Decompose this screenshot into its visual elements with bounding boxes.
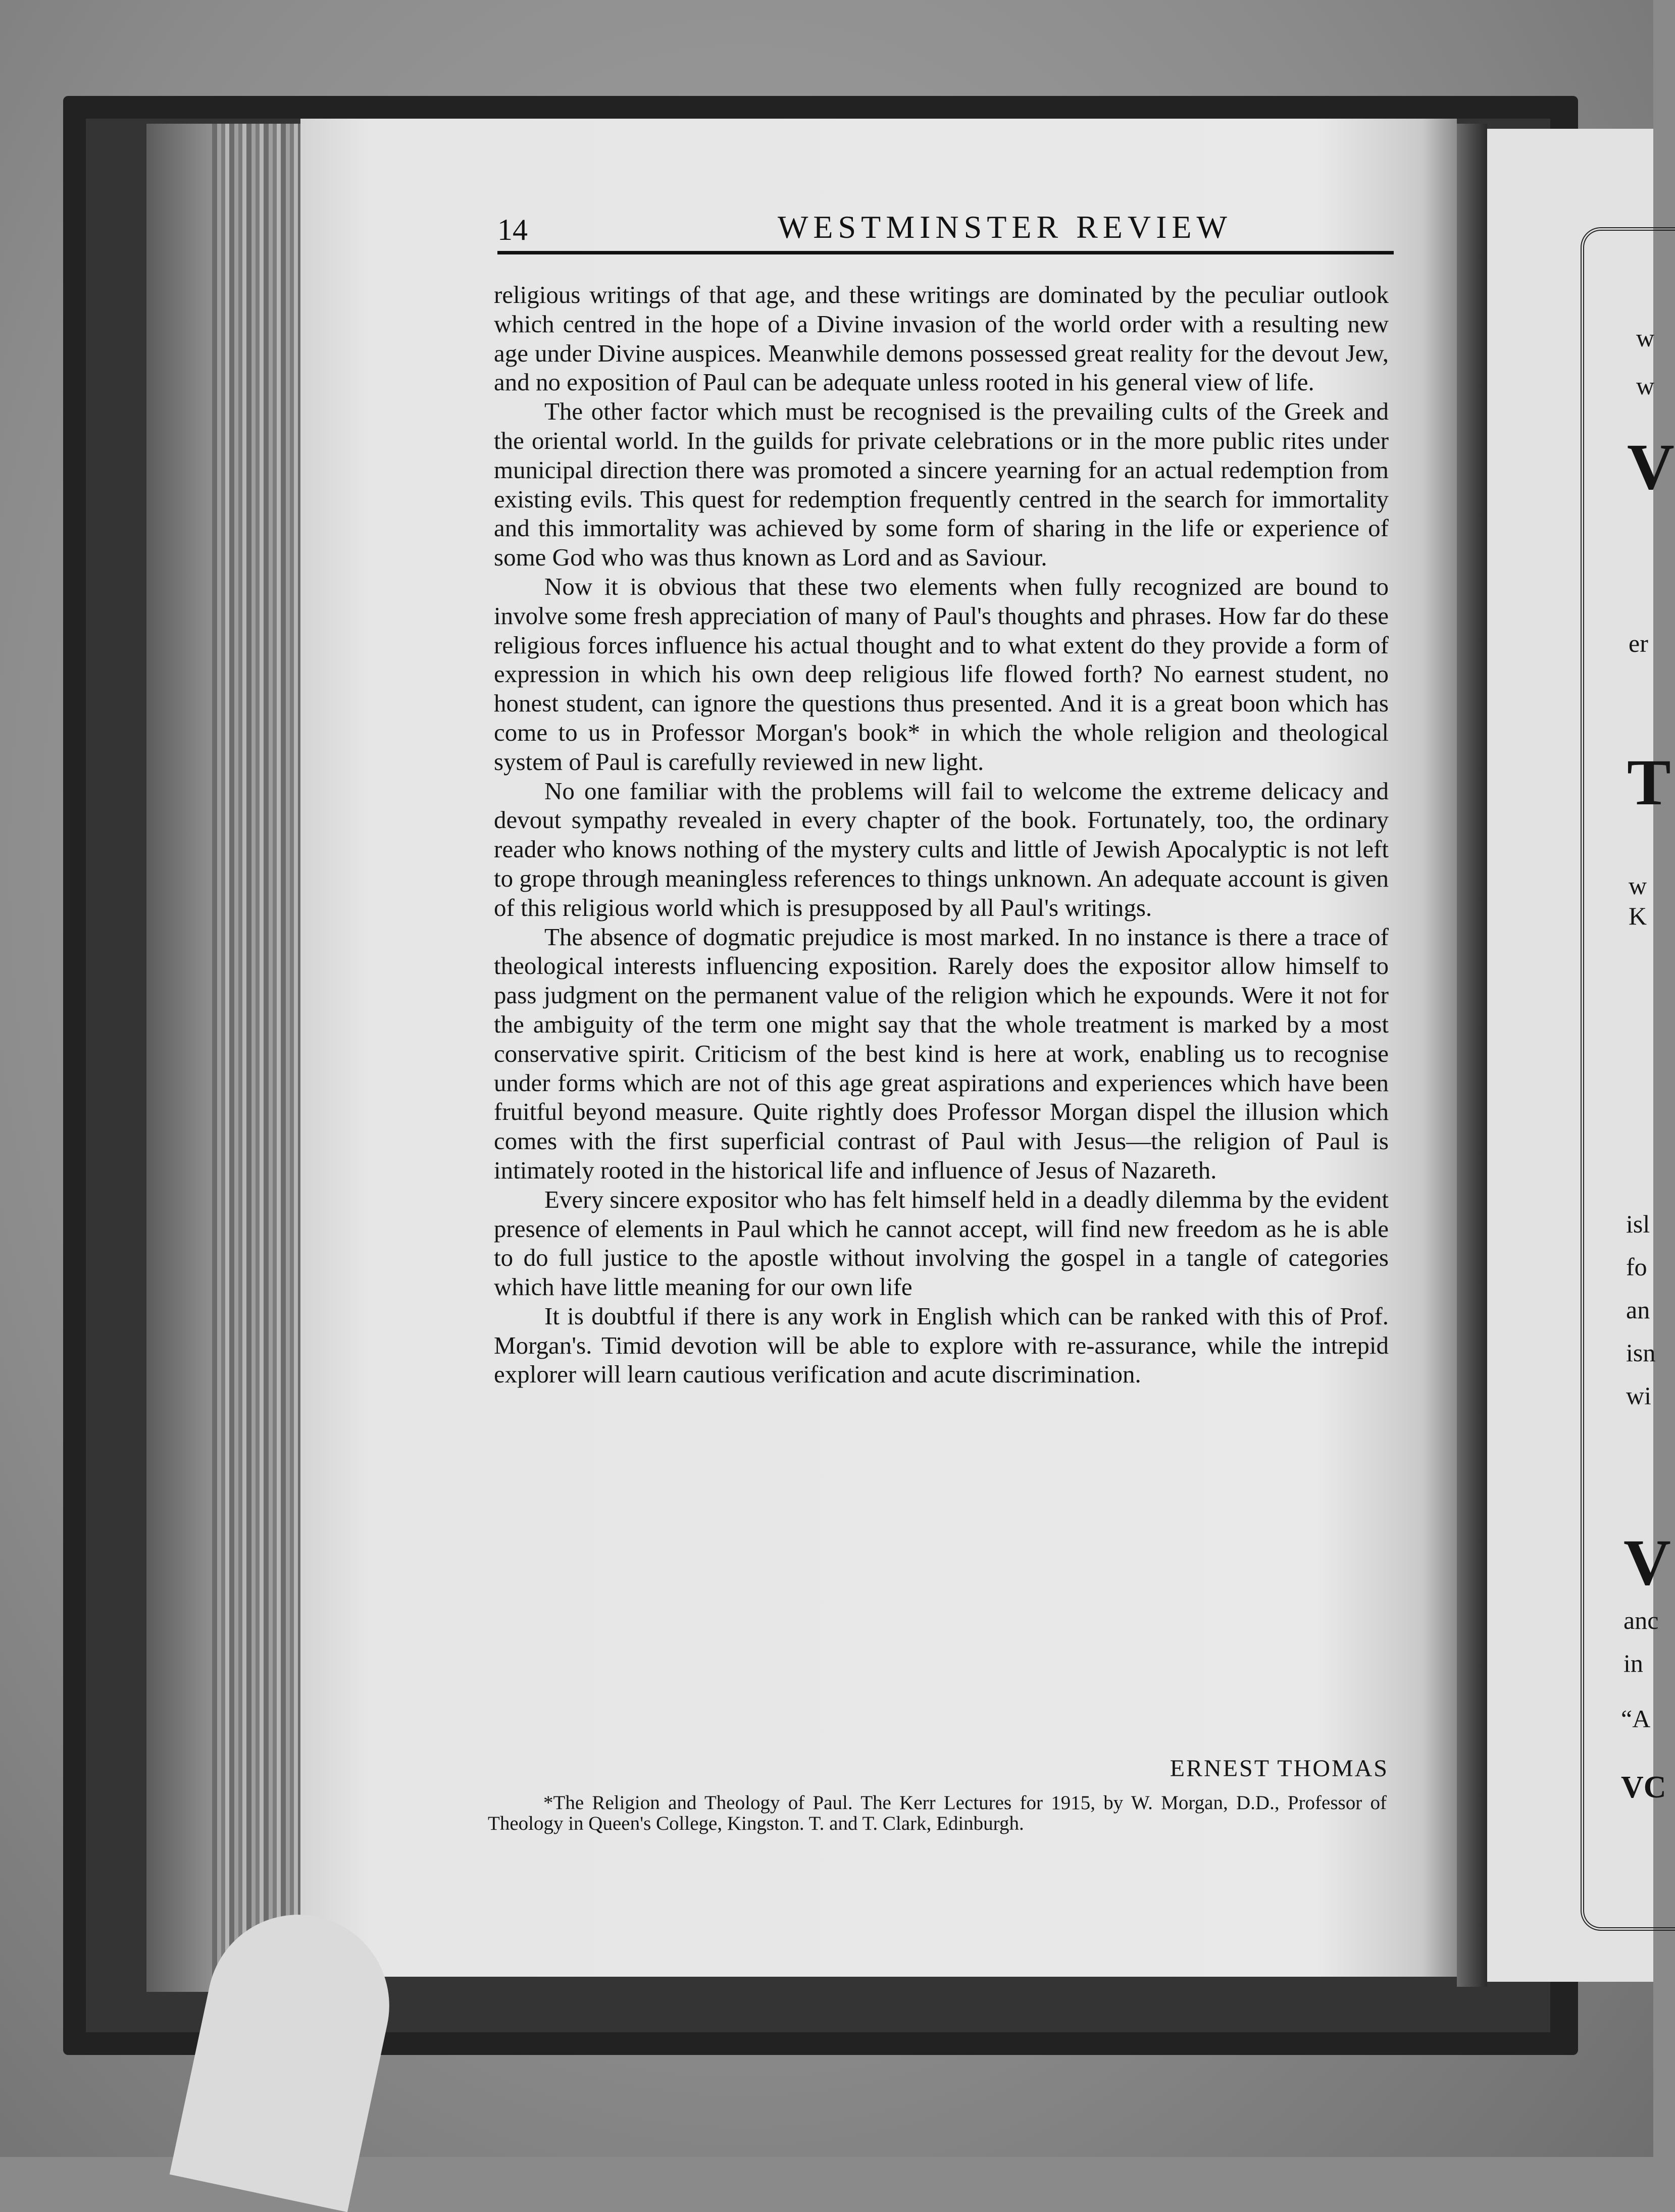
running-head: WESTMINSTER REVIEW [778,209,1232,245]
adjacent-fragment: wi [1626,1381,1651,1410]
paragraph-1: religious writings of that age, and these writings are dominated by the peculiar outlook which centred in the hope of a Divine invasion of the world order with a resulting new age under Divine auspices. Meanwhile demons possessed great reality for the devout Jew, and no exposition of Paul can be adequate unless rooted in his general view of life. [494,281,1389,396]
adjacent-fragment: w [1636,372,1655,400]
page-edges [212,124,303,1992]
adjacent-fragment: er [1629,629,1648,657]
header-rule [497,251,1394,254]
adjacent-fragment: anc [1623,1606,1659,1634]
adjacent-fragment: V [1623,1526,1671,1599]
adjacent-fragment: in [1623,1649,1643,1677]
adjacent-fragment: an [1626,1296,1650,1324]
adjacent-fragment: w [1629,871,1647,900]
adjacent-fragment: V [1627,431,1674,503]
paragraph-7: It is doubtful if there is any work in English which can be ranked with this of Prof. Morgan's. Timid devotion will be able to explore with re-assurance, while the intrepid explorer will learn cautious verification and acute discrimination. [494,1302,1389,1388]
paragraph-3: Now it is obvious that these two elements when fully recognized are bound to involve some fresh appreciation of many of Paul's thoughts and phrases. How far do these religious forces influence his actual thought and to what extent do they provide a form of expression in which his own deep religious life flowed forth? No earnest student, no honest student, can ignore the questions thus presented. And it is a great boon which has come to us in Professor Morgan's book* in which the whole religion and theological system of Paul is carefully reviewed in new light. [494,572,1389,776]
adjacent-fragment: K [1629,902,1647,930]
footnote-text: *The Religion and Theology of Paul. The Kerr Lectures for 1915, by W. Morgan, D.D., Professor of Theology in Queen's College, Kingston. T. and T. Clark, Edinburgh. [488,1792,1387,1834]
inner-spine [146,124,212,1992]
paragraph-4: No one familiar with the problems will fail to welcome the extreme delicacy and devout sympathy revealed in every chapter of the book. Fortunately, too, the ordinary reader who knows nothing of the mystery cults and little of Jewish Apocalyptic is not left to grope through meaningless references to things unknown. An adequate account is given of this religious world which is presupposed by all Paul's writings. [494,777,1389,921]
adjacent-fragment: “A [1621,1705,1651,1733]
footnote [488,1792,1387,1834]
paragraph-2: The other factor which must be recognised is the prevailing cults of the Greek and the oriental world. In the guilds for private celebrations or in the more public rites under municipal direction there was promoted a sincere yearning for an actual redemption from existing evils. This quest for redemption frequently centred in the search for immortality and this immortality was achieved by some form of sharing in the life or experience of some God who was thus known as Lord and as Saviour. [494,397,1389,572]
adjacent-fragment: isn [1626,1339,1656,1367]
adjacent-fragment: T [1627,746,1671,819]
paragraph-6: Every sincere expositor who has felt himself held in a deadly dilemma by the evident presence of elements in Paul which he cannot accept, will find new freedom as he is able to do full justice to the apostle without involving the gospel in a tangle of categories which have little meaning for our own life [494,1185,1389,1301]
adjacent-fragment: isl [1626,1210,1650,1238]
paragraph-5: The absence of dogmatic prejudice is most marked. In no instance is there a trace of theological interests influencing exposition. Rarely does the expositor allow himself to pass judgment on the permanent value of the religion which he expounds. Were it not for the ambiguity of the term one might say that the whole treatment is marked by a most conservative spirit. Criticism of the best kind is here at work, enabling us to recognise under forms which are not of this age great aspirations and experiences which have been fruitful beyond measure. Quite rightly does Professor Morgan dispel the illusion which comes with the first superficial contrast of Paul with Jesus—the religion of Paul is intimately rooted in the historical life and influence of Jesus of Nazareth. [494,922,1389,1184]
author-signature: ERNEST THOMAS [1170,1755,1389,1782]
adjacent-fragment: w [1636,324,1655,352]
adjacent-fragment: VC [1621,1770,1666,1805]
page-number: 14 [497,213,528,246]
adjacent-fragment: fo [1626,1253,1647,1281]
article-body [494,280,1389,1389]
book-gutter [1457,124,1487,1987]
